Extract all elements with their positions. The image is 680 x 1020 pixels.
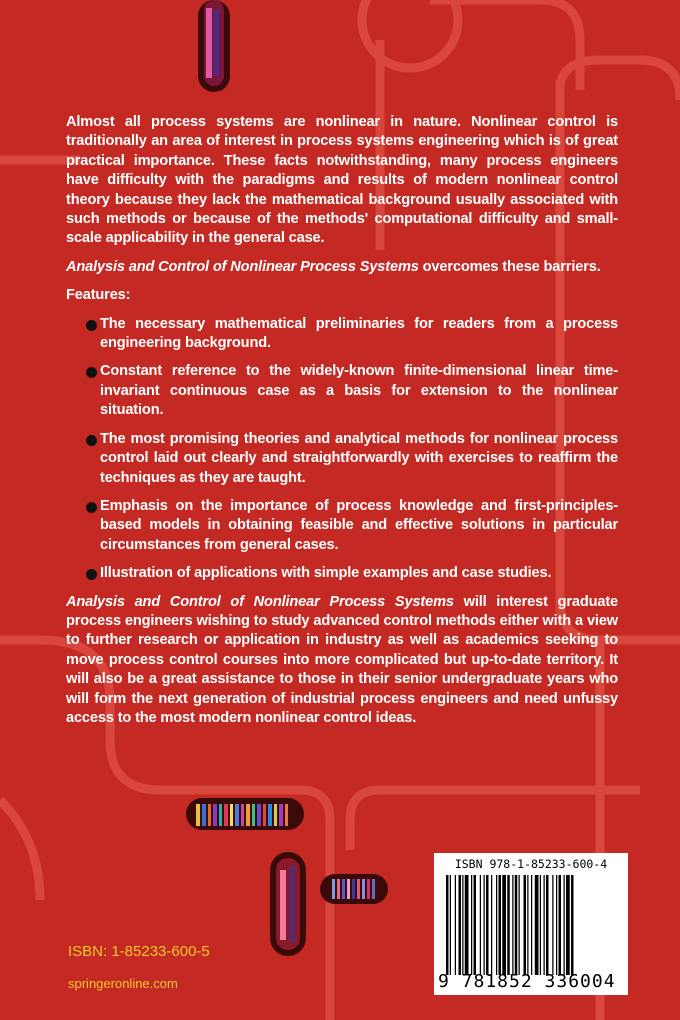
- barcode-bar: [552, 875, 553, 975]
- back-cover-blurb: [66, 113, 618, 737]
- barcode-bar: [564, 875, 565, 975]
- barcode-bar: [531, 875, 532, 975]
- barcode-bars: [446, 875, 616, 975]
- barcode-bar: [459, 875, 462, 975]
- barcode-bar: [484, 875, 485, 975]
- barcode-bar: [491, 875, 492, 975]
- isbn-label: ISBN: 1-85233-600-5: [68, 943, 210, 960]
- barcode-bar: [519, 875, 520, 975]
- features-list: [66, 315, 618, 584]
- barcode-bar: [455, 875, 456, 975]
- closing-paragraph: [66, 593, 618, 729]
- barcode-bar: [527, 875, 528, 975]
- feature-item: The most promising theories and analytical methods for nonlinear process control laid out clearly and straightforwardly with exercises to reaffirm the techniques as they are taught.: [66, 430, 618, 488]
- barcode-bar: [502, 875, 506, 975]
- book-title-italic: Analysis and Control of Nonlinear Process Systems: [66, 258, 419, 275]
- barcode-bar: [540, 875, 541, 975]
- barcode-bar: [515, 875, 518, 975]
- overcomes-paragraph: [66, 258, 618, 277]
- feature-item: Emphasis on the importance of process knowledge and first-principles-based models in obtaining feasible and effective solutions in particular circumstances from general cases.: [66, 497, 618, 555]
- barcode-bar: [566, 875, 570, 975]
- closing-text: will interest graduate process engineers wishing to study advanced control methods either with a view to further research or application in industry as well as academics seeking to move process control courses into more complicated but up-to-date territory. It will also be a great assistance to those in their senior undergraduate years who will form the next generation of industrial process engineers and need unfussy access to the most modern nonlinear control ideas.: [66, 593, 618, 726]
- barcode-bar: [465, 875, 469, 975]
- barcode-bar: [474, 875, 477, 975]
- barcode-bar: [571, 875, 574, 975]
- feature-item: The necessary mathematical preliminaries for readers from a process engineering background.: [66, 315, 618, 354]
- barcode-bar: [446, 875, 449, 975]
- feature-item: Illustration of applications with simple examples and case studies.: [66, 564, 618, 583]
- barcode-bar: [535, 875, 539, 975]
- barcode-isbn-text: ISBN 978-1-85233-600-4: [454, 857, 608, 871]
- website-link[interactable]: springeronline.com: [68, 976, 178, 991]
- barcode-bar: [556, 875, 557, 975]
- barcode-bar: [559, 875, 562, 975]
- book-title-italic-2: Analysis and Control of Nonlinear Process Systems: [66, 593, 454, 610]
- barcode-bar: [507, 875, 510, 975]
- features-label: Features:: [66, 287, 131, 304]
- barcode-bar: [462, 875, 463, 975]
- intro-paragraph: Almost all process systems are nonlinear in nature. Nonlinear control is traditionally an area of interest in process systems engineering which is of great practical importance. These facts notwithstanding, many process engineers have difficulty with the paradigms and results of modern nonlinear control theory because they lack the mathematical background usually associated with such methods or because of the methods' computational difficulty and small-scale applicability in the general case.: [66, 114, 618, 247]
- barcode: [434, 853, 628, 995]
- barcode-bar: [480, 875, 481, 975]
- barcode-bar: [496, 875, 497, 975]
- feature-item: Constant reference to the widely-known finite-dimensional linear time-invariant continuous case as a basis for extension to the nonlinear situation.: [66, 362, 618, 420]
- barcode-bar: [450, 875, 451, 975]
- barcode-number: 9 781852 336004: [438, 971, 616, 992]
- overcomes-text: overcomes these barriers.: [418, 258, 601, 275]
- barcode-bar: [546, 875, 549, 975]
- barcode-bar: [471, 875, 472, 975]
- barcode-bar: [499, 875, 502, 975]
- barcode-bar: [544, 875, 545, 975]
- barcode-bar: [524, 875, 527, 975]
- barcode-bar: [512, 875, 513, 975]
- barcode-bar: [486, 875, 489, 975]
